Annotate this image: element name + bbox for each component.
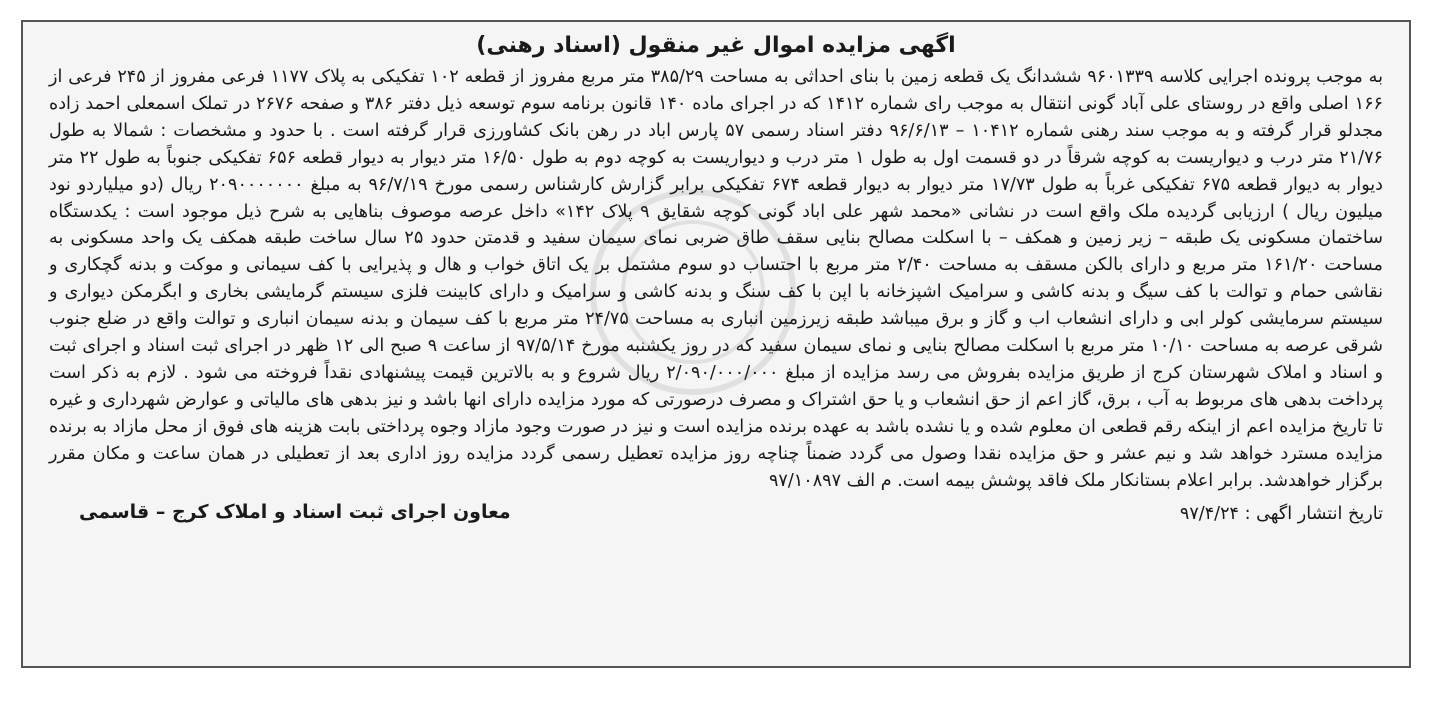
notice-frame — [21, 20, 1411, 668]
notice-title: اگهی مزایده اموال غیر منقول (اسناد رهنی) — [476, 33, 956, 58]
notice-footer — [49, 495, 1383, 551]
publication-date: تاریخ انتشار اگهی : ۹۷/۴/۲۴ — [1179, 503, 1383, 524]
signature: معاون اجرای ثبت اسناد و املاک کرج – قاسمی — [79, 500, 511, 523]
notice-body: به موجب پرونده اجرایی کلاسه ۹۶۰۱۳۳۹ ششدانگ یک قطعه زمین با بنای احداثی به مساحت ۳۸۵/۲۹ متر مربع مفروز از قطعه ۱۰۲ تفکیکی به پلاک ۱۱۷۷ فرعی مفروز از ۲۴۵ فرعی از ۱۶۶ اصلی واقع در روستای علی آباد گونی انتقال به موجب رای شماره ۱۴۱۲ که در اجرای ماده ۱۴۰ قانون برنامه سوم توسعه ذیل دفتر ۳۸۶ و صفحه ۲۶۷۶ در تملک اسمعلی احمد زاده مجدلو قرار گرفته و به موجب سند رهنی شماره ۱۰۴۱۲ – ۹۶/۶/۱۳ دفتر اسناد رسمی ۵۷ پارس اباد در رهن بانک کشاورزی قرار گرفته است . با حدود و مشخصات : شمالا به طول ۲۱/۷۶ متر درب و دیواریست به کوچه شرقاً در دو قسمت اول به طول ۱ متر درب و دیواریست به کوچه دوم به طول ۱۶/۵۰ متر دیوار به دیوار قطعه ۶۵۶ تفکیکی جنوباً به طول ۲۲ متر دیوار به دیوار قطعه ۶۷۵ تفکیکی غرباً به طول ۱۷/۷۳ متر دیوار به دیوار قطعه ۶۷۴ تفکیکی برابر گزارش کارشناس رسمی مورخ ۹۶/۷/۱۹ به مبلغ ۲۰۹۰۰۰۰۰۰۰ ریال (دو میلیاردو نود میلیون ریال ) ارزیابی گردیده ملک واقع است در نشانی «محمد شهر علی اباد گونی کوچه شقایق ۹ پلاک ۱۴۲» داخل عرصه موصوف بناهایی به شرح ذیل موجود است : یکدستگاه ساختمان مسکونی یک طبقه – زیر زمین و همکف – با اسکلت مصالح بنایی سقف طاق ضربی نمای سیمان سفید و قدمتن حدود ۲۵ سال ساخت طبقه همکف یک واحد مسکونی به مساحت ۱۶۱/۲۰ متر مربع و دارای بالکن مسقف به مساحت ۲/۴۰ متر مربع با احتساب دو سوم مشتمل بر یک اتاق خواب و هال و پذیرایی با کف سیمانی و موکت و بدنه گچکاری و نقاشی حمام و توالت با کف سیگ و بدنه کاشی و سرامیک اشپزخانه با اپن با کف سنگ و بدنه کاشی و سرامیک و دارای کابینت فلزی سیستم گرمایشی بخاری و ابگرمکن دیواری و سیستم سرمایشی کولر ابی و دارای انشعاب اب و گاز و برق میباشد طبقه زیرزمین انباری به مساحت ۲۴/۷۵ متر مربع با کف سیمان و بدنه سیمان انباری و توالت واقع در ضلع جنوب شرقی عرصه به مساحت ۱۰/۱۰ متر مربع با اسکلت مصالح بنایی و نمای سیمان سفید که در روز یکشنبه مورخ ۹۷/۵/۱۴ از ساعت ۹ صبح الی ۱۲ ظهر در اجرای ثبت اسناد و اجرای ثبت و اسناد و املاک شهرستان کرج از طریق مزایده بفروش می رسد مزایده از مبلغ ۲/۰۹۰/۰۰۰/۰۰۰ ریال شروع و به بالاترین قیمت پیشنهادی نقداً فروخته می شود . لازم به ذکر است پرداخت بدهی های مربوط به آب ، برق، گاز اعم از حق انشعاب و یا حق اشتراک و مصرف درصورتی که مورد مزایده دارای انها باشد و نیز بدهی های مالیاتی و عوارض شهرداری و غیره تا تاریخ مزایده اعم از اینکه رقم قطعی ان معلوم شده و یا نشده باشد به عهده برنده مزایده است و نیز در صورت وجود مازاد وجوه پرداختی بابت هزینه های فوق از محل مازاد به برنده مزایده مسترد خواهد شد و نیم عشر و حق مزایده نقدا وصول می گردد ضمناً چناچه روز مزایده تعطیل رسمی گردد مزایده روز اداری بعد از تعطیلی در همان ساعت و مکان مقرر برگزار خواهدشد. برابر اعلام بستانکار ملک فاقد پوشش بیمه است. م الف ۹۷/۱۰۸۹۷ — [49, 67, 1384, 491]
notice-content — [49, 28, 1383, 551]
